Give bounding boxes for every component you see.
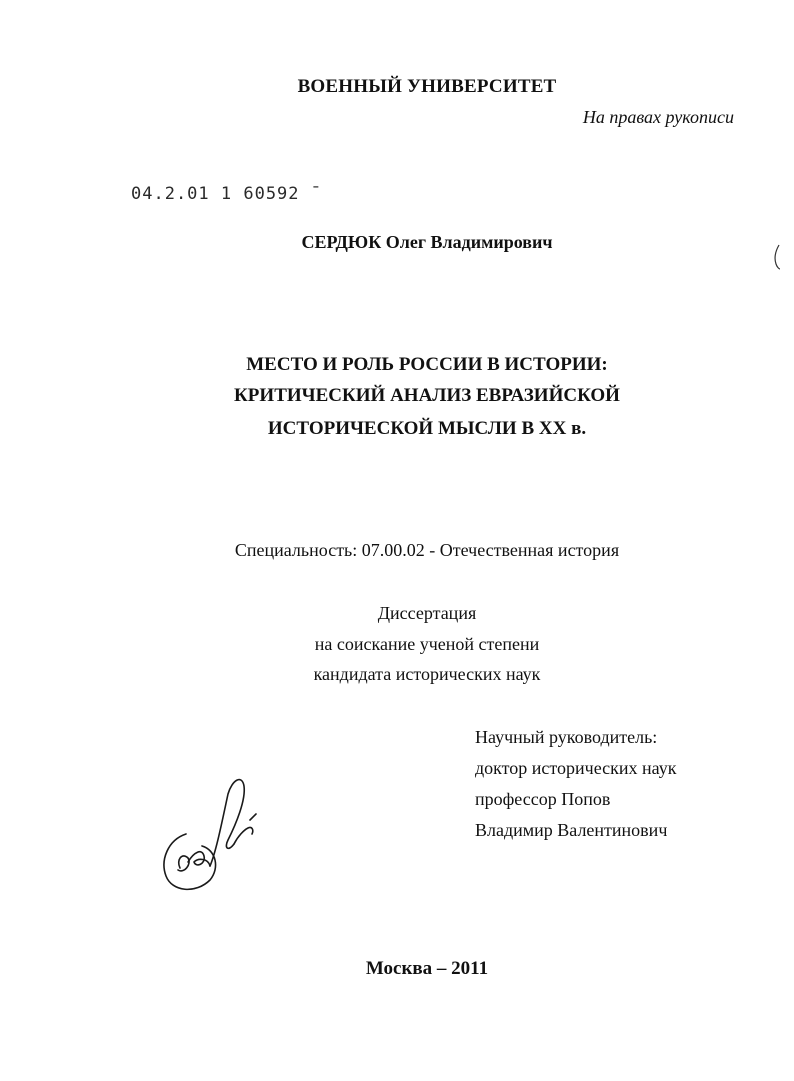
title-line: МЕСТО И РОЛЬ РОССИИ В ИСТОРИИ:: [246, 354, 608, 375]
dissertation-line: на соискание ученой степени: [314, 634, 540, 654]
margin-mark: [771, 244, 783, 270]
supervisor-line: Владимир Валентинович: [475, 820, 668, 840]
manuscript-note: На правах рукописи: [582, 107, 734, 127]
supervisor-line: профессор Попов: [475, 789, 611, 809]
supervisor-line: доктор исторических наук: [475, 758, 677, 778]
city-year: Москва – 2011: [365, 958, 489, 979]
dissertation-line: кандидата исторических наук: [313, 664, 541, 684]
university-name: ВОЕННЫЙ УНИВЕРСИТЕТ: [297, 76, 557, 97]
supervisor-line: Научный руководитель:: [475, 727, 658, 747]
title-line: КРИТИЧЕСКИЙ АНАЛИЗ ЕВРАЗИЙСКОЙ: [234, 385, 620, 406]
registration-stamp-number: 04.2.01 1 60592 ˉ: [131, 184, 322, 204]
handwritten-signature: [158, 772, 263, 897]
title-line: ИСТОРИЧЕСКОЙ МЫСЛИ В XX в.: [267, 418, 587, 439]
author-name: СЕРДЮК Олег Владимирович: [301, 232, 553, 252]
dissertation-line: Диссертация: [377, 603, 477, 623]
specialty-line: Специальность: 07.00.02 - Отечественная история: [234, 540, 620, 560]
